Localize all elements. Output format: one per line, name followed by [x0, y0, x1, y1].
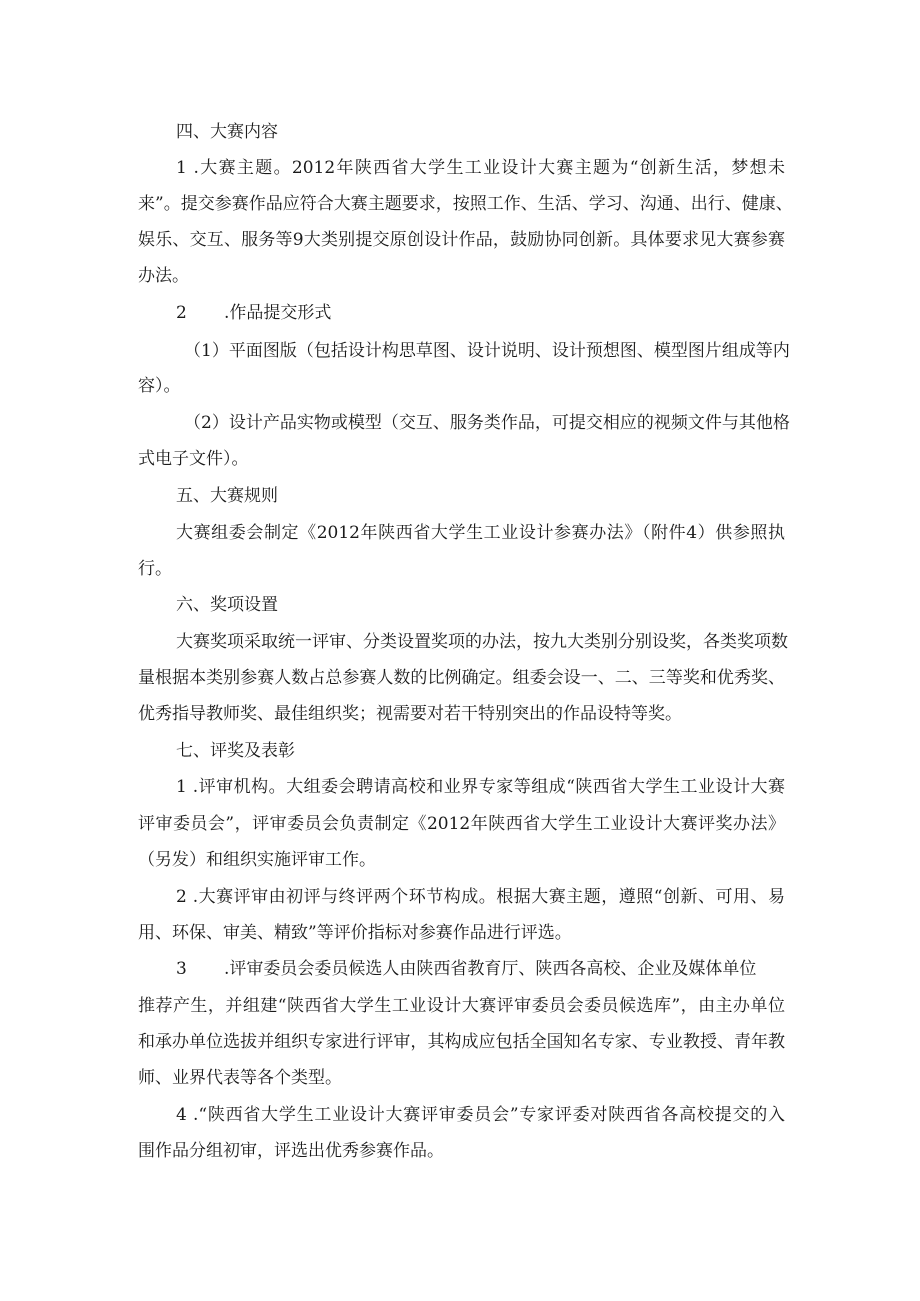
s4-sub2-line2: 式电子文件）。 [138, 449, 249, 469]
s7-item3-number: 3 [176, 959, 187, 979]
section-heading-7: 七、评奖及表彰 [176, 741, 295, 761]
s5-body-line1: 大赛组委会制定《2012年陕西省大学生工业设计参赛办法》（附件4）供参照执 [176, 523, 785, 543]
s7-item3-line3: 和承办单位选拔并组织专家进行评审，其构成应包括全国知名专家、专业教授、青年教 [138, 1032, 785, 1052]
s4-item1-line4: 办法。 [138, 266, 189, 286]
s6-body-line2: 量根据本类别参赛人数占总参赛人数的比例确定。组委会设一、二、三等奖和优秀奖、 [138, 668, 785, 688]
s7-item3-line4: 师、业界代表等各个类型。 [138, 1068, 342, 1088]
s4-item2-text: .作品提交形式 [224, 303, 332, 323]
s5-body-line2: 行。 [138, 559, 172, 579]
s4-item1-line1: 1 .大赛主题。2012年陕西省大学生工业设计大赛主题为“创新生活，梦想未 [176, 158, 785, 178]
section-heading-5: 五、大赛规则 [176, 486, 278, 506]
s7-item1-line2: 评审委员会”，评审委员会负责制定《2012年陕西省大学生工业设计大赛评奖办法》 [138, 814, 785, 834]
s7-item2-line1: 2 .大赛评审由初评与终评两个环节构成。根据大赛主题，遵照“创新、可用、易 [176, 887, 785, 907]
s7-item1-line3: （另发）和组织实施评审工作。 [138, 850, 376, 870]
s7-item4-line1: 4 .“陕西省大学生工业设计大赛评审委员会”专家评委对陕西省各高校提交的入 [176, 1105, 785, 1125]
section-heading-4: 四、大赛内容 [176, 122, 278, 142]
s4-item1-line3: 娱乐、交互、服务等9大类别提交原创设计作品，鼓励协同创新。具体要求见大赛参赛 [138, 230, 785, 250]
s7-item1-line1: 1 .评审机构。大组委会聘请高校和业界专家等组成“陕西省大学生工业设计大赛 [176, 777, 785, 797]
s4-item1-line2: 来”。提交参赛作品应符合大赛主题要求，按照工作、生活、学习、沟通、出行、健康、 [138, 194, 793, 214]
s6-body-line3: 优秀指导教师奖、最佳组织奖；视需要对若干特别突出的作品设特等奖。 [138, 704, 682, 724]
s4-sub2-line1: （2）设计产品实物或模型（交互、服务类作品，可提交相应的视频文件与其他格 [184, 413, 790, 433]
section-heading-6: 六、奖项设置 [176, 595, 278, 615]
s6-body-line1: 大赛奖项采取统一评审、分类设置奖项的办法，按九大类别分别设奖，各类奖项数 [176, 632, 788, 652]
s7-item3-line1: .评审委员会委员候选人由陕西省教育厅、陕西各高校、企业及媒体单位 [224, 959, 757, 979]
s7-item2-line2: 用、环保、审美、精致”等评价指标对参赛作品进行评选。 [138, 923, 572, 943]
s4-sub1-line2: 容）。 [138, 376, 181, 396]
s4-item2-number: 2 [176, 303, 187, 323]
s7-item3-line2: 推荐产生，并组建“陕西省大学生工业设计大赛评审委员会委员候选库”，由主办单位 [138, 996, 785, 1016]
s4-sub1-line1: （1）平面图版（包括设计构思草图、设计说明、设计预想图、模型图片组成等内 [184, 341, 790, 361]
s7-item4-line2: 围作品分组初审，评选出优秀参赛作品。 [138, 1141, 444, 1161]
